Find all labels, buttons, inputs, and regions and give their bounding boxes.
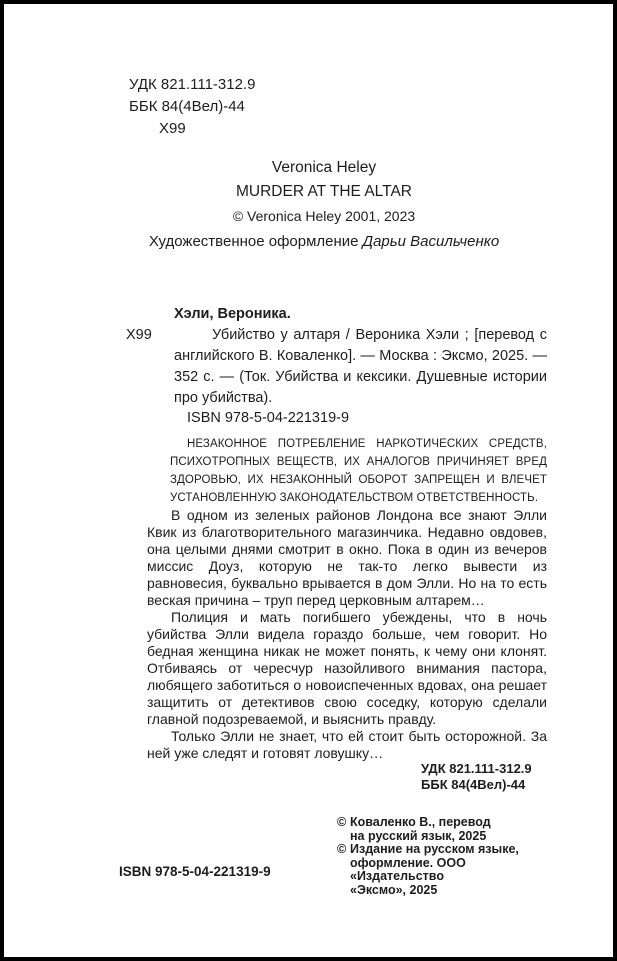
design-credit-line [104, 229, 544, 254]
bbk-code: ББК 84(4Вел)-44 [129, 98, 245, 115]
bottom-bibliographic-codes [421, 761, 532, 792]
copyright-block [337, 816, 552, 897]
udk-code: УДК 821.111-312.9 [129, 76, 256, 93]
copyright-line: на русский язык, 2025 [350, 828, 487, 843]
designer-name: Дарьи Васильченко [362, 233, 500, 250]
annotation-paragraph: В одном из зеленых районов Лондона все знают Элли Квик из благотворительного магазинчика. Недавно овдовев, она целыми днями смотрит в окно. Пока в один из вечеров миссис Доуз, которую не так-то легко вывести из равновесия, буквально врывается в дом Элли. Но на то есть веская причина – труп перед церковным алтарем… [147, 507, 547, 608]
drug-warning-notice: НЕЗАКОННОЕ ПОТРЕБЛЕНИЕ НАРКОТИЧЕСКИХ СРЕДСТВ, ПСИХОТРОПНЫХ ВЕЩЕСТВ, ИХ АНАЛОГОВ ПРИЧИНЯЕТ ВРЕД ЗДОРОВЬЮ, ИХ НЕЗАКОННЫЙ ОБОРОТ ЗАПРЕЩЕН И ВЛЕЧЕТ УСТАНОВЛЕННУЮ ЗАКОНОДАТЕЛЬСТВОМ ОТВЕТСТВЕННОСТЬ. [170, 438, 547, 504]
original-author: Veronica Heley [271, 159, 377, 176]
design-credit-label: Художественное оформление [148, 233, 359, 250]
bbk-code-bottom: ББК 84(4Вел)-44 [421, 776, 526, 792]
copyright-entry-translation [337, 816, 552, 843]
catalog-author-code: Х99 [126, 327, 152, 343]
isbn-footer: ISBN 978-5-04-221319-9 [119, 864, 271, 879]
copyright-line: «Эксмо», 2025 [350, 882, 438, 897]
author-sign-code: Х99 [159, 120, 186, 137]
top-bibliographic-codes [129, 74, 255, 140]
copyright-line: Издание на русском языке, [350, 842, 519, 856]
copyright-entry-edition [337, 843, 552, 897]
isbn-catalog: ISBN 978-5-04-221319-9 [187, 410, 350, 426]
copyright-symbol: © [337, 815, 347, 829]
annotation-paragraph: Полиция и мать погибшего убеждены, что в ночь убийства Элли видела гораздо больше, чем говорит. Но бедная женщина никак не может понять, к чему они клонят. Отбиваясь от чересчур назойливого внимания пастора, любящего заботиться о новоиспеченных вдовах, она решает защитить от детективов свою соседку, которую сделали главной подозреваемой, и выяснить правду. [147, 609, 547, 727]
original-title: MURDER AT THE ALTAR [236, 183, 412, 200]
udk-code-bottom: УДК 821.111-312.9 [421, 761, 532, 776]
catalog-card [174, 304, 547, 409]
annotation-paragraph: Только Элли не знает, что ей стоит быть осторожной. За ней уже следят и готовят ловушку… [147, 728, 547, 761]
copyright-line: Коваленко В., перевод [350, 815, 491, 829]
copyright-symbol: © [337, 842, 347, 856]
catalog-author-heading: Хэли, Вероника. [174, 306, 291, 322]
author-copyright-line: © Veronica Heley 2001, 2023 [232, 208, 416, 224]
annotation-section [147, 435, 547, 762]
title-block [104, 156, 544, 254]
catalog-description: Убийство у алтаря / Вероника Хэли ; [перевод с английского В. Коваленко]. — Москва : Эксмо, 2025. — 352 с. — (Ток. Убийства и кексики. Душевные истории про убийства). [174, 327, 547, 406]
copyright-line: оформление. ООО «Издательство [350, 855, 466, 883]
